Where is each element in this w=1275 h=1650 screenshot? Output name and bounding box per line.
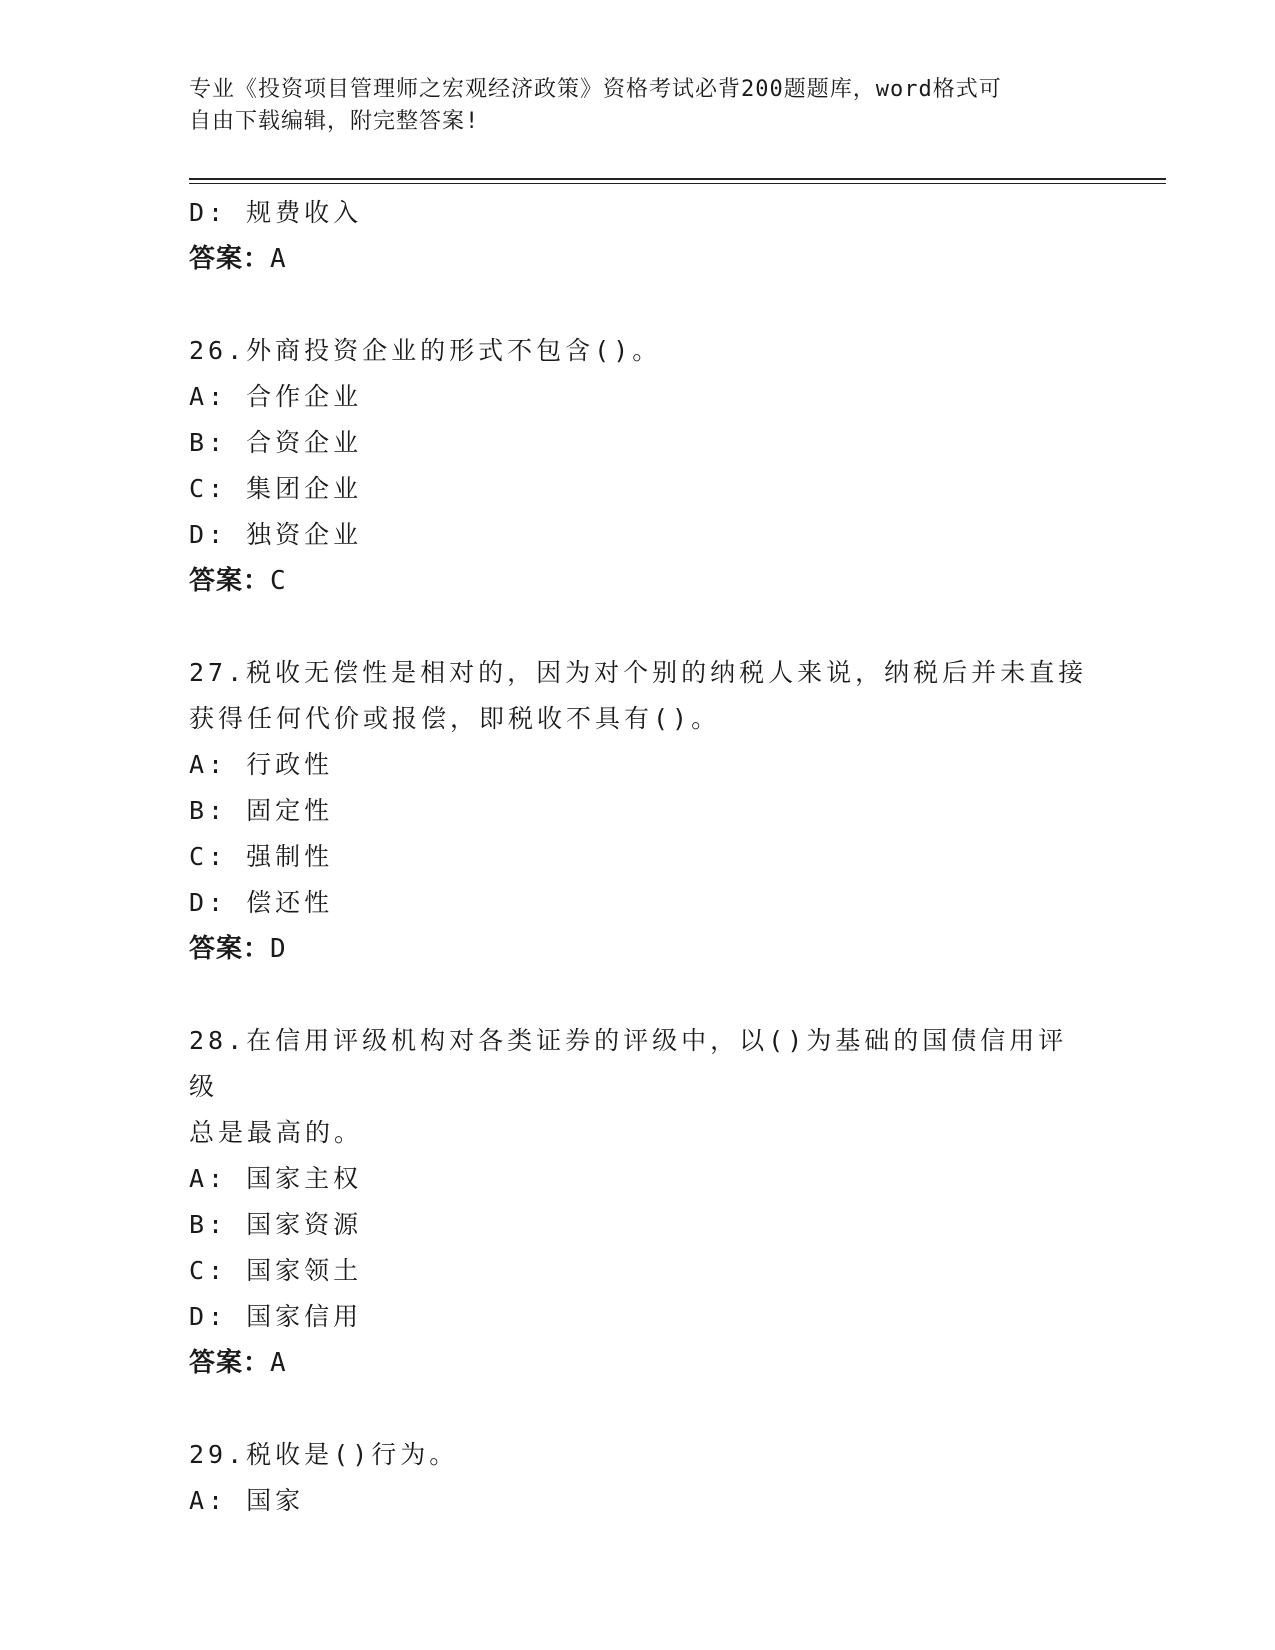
option-a: A: 国家主权 — [189, 1164, 363, 1193]
question-28 — [189, 1018, 1089, 1386]
option-c: C: 强制性 — [189, 842, 334, 871]
answer-value: A — [270, 244, 287, 274]
question-29 — [189, 1432, 1089, 1524]
answer-label: 答案： — [189, 566, 271, 596]
option-d: D: 规费收入 — [189, 198, 363, 227]
answer-line — [189, 926, 1089, 972]
answer-label: 答案： — [189, 244, 271, 274]
question-text-line-1: 27.税收无偿性是相对的，因为对个别的纳税人来说，纳税后并未直接 — [189, 658, 1088, 687]
option-d: D: 偿还性 — [189, 888, 334, 917]
answer-line — [189, 1340, 1089, 1386]
option-c: C: 国家领土 — [189, 1256, 363, 1285]
question-text-line-2: 总是最高的。 — [189, 1118, 364, 1147]
option-a: A: 合作企业 — [189, 382, 363, 411]
question-text-line-1: 28.在信用评级机构对各类证券的评级中，以()为基础的国债信用评级 — [189, 1026, 1068, 1101]
answer-label: 答案： — [189, 934, 271, 964]
document-header — [189, 74, 1089, 138]
question-text: 26.外商投资企业的形式不包含()。 — [189, 336, 662, 365]
option-d: D: 独资企业 — [189, 520, 363, 549]
answer-line — [189, 558, 1089, 604]
header-line-2: 自由下载编辑，附完整答案! — [189, 109, 480, 134]
header-divider — [189, 178, 1166, 184]
header-line-1: 专业《投资项目管理师之宏观经济政策》资格考试必背200题题库，word格式可 — [189, 77, 1002, 102]
question-text: 29.税收是()行为。 — [189, 1440, 459, 1469]
answer-line — [189, 236, 1089, 282]
question-27 — [189, 650, 1089, 972]
previous-question-tail — [189, 190, 1089, 282]
question-list — [189, 190, 1089, 1524]
answer-label: 答案： — [189, 1348, 271, 1378]
option-a: A: 行政性 — [189, 750, 334, 779]
option-b: B: 固定性 — [189, 796, 334, 825]
answer-value: C — [270, 566, 287, 596]
option-c: C: 集团企业 — [189, 474, 363, 503]
option-b: B: 国家资源 — [189, 1210, 363, 1239]
option-a: A: 国家 — [189, 1486, 305, 1515]
option-b: B: 合资企业 — [189, 428, 363, 457]
question-26 — [189, 328, 1089, 604]
question-text-line-2: 获得任何代价或报偿，即税收不具有()。 — [189, 704, 721, 733]
option-d: D: 国家信用 — [189, 1302, 363, 1331]
answer-value: A — [270, 1348, 287, 1378]
answer-value: D — [270, 934, 287, 964]
